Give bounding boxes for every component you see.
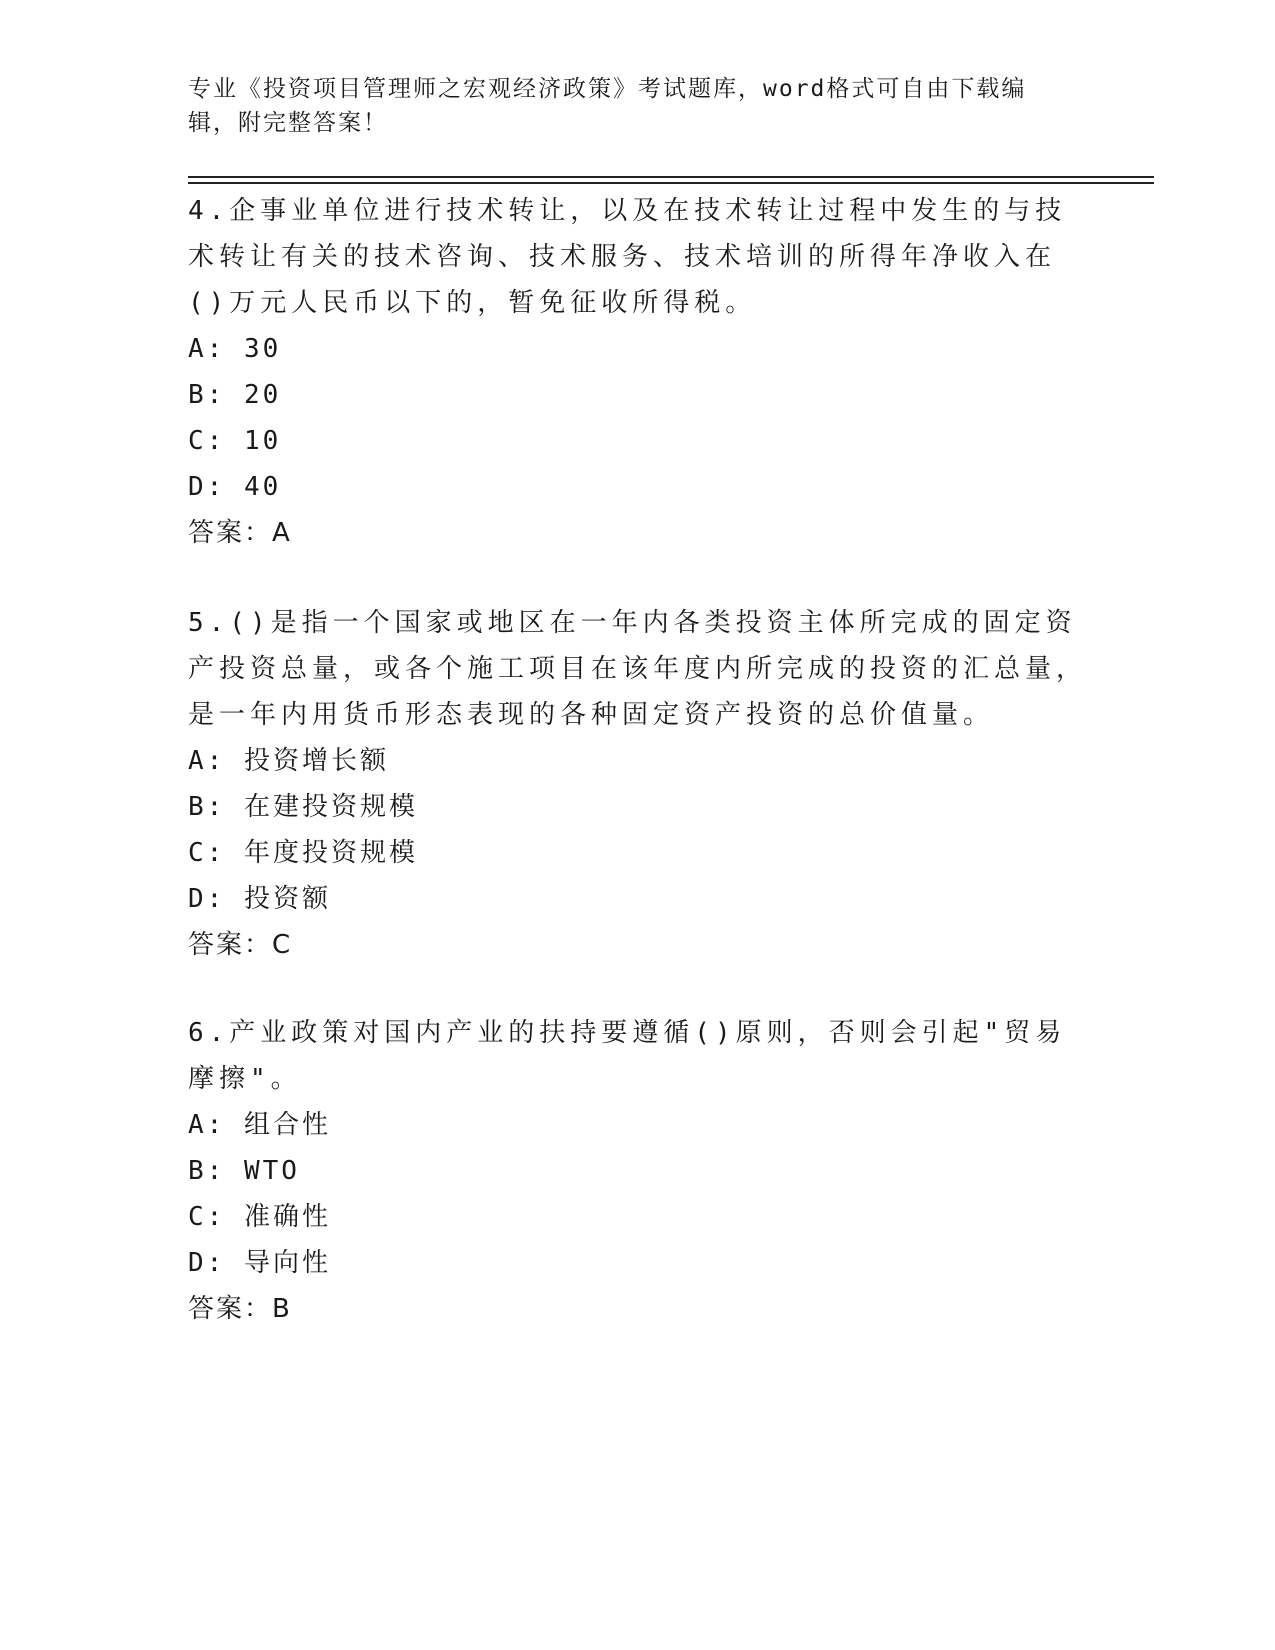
option-a: A: 投资增长额 bbox=[188, 746, 389, 776]
answer: 答案：B bbox=[188, 1294, 292, 1324]
question-5 bbox=[188, 600, 1088, 968]
question-text: 4.企事业单位进行技术转让，以及在技术转让过程中发生的与技术转让有关的技术咨询、技术服务、技术培训的所得年净收入在()万元人民币以下的，暂免征收所得税。 bbox=[188, 196, 1067, 318]
option-d: D: 40 bbox=[188, 472, 282, 502]
document-header: 专业《投资项目管理师之宏观经济政策》考试题库，word格式可自由下载编辑，附完整答案！ bbox=[188, 76, 1027, 136]
option-b: B: 在建投资规模 bbox=[188, 792, 418, 822]
header-divider-top bbox=[188, 176, 1154, 178]
answer: 答案：A bbox=[188, 518, 292, 548]
header-divider-bottom bbox=[188, 182, 1154, 184]
option-b: B: 20 bbox=[188, 380, 282, 410]
option-c: C: 年度投资规模 bbox=[188, 838, 418, 868]
question-text: 6.产业政策对国内产业的扶持要遵循()原则，否则会引起"贸易摩擦"。 bbox=[188, 1018, 1067, 1094]
option-d: D: 导向性 bbox=[188, 1248, 331, 1278]
option-a: A: 30 bbox=[188, 334, 282, 364]
option-c: C: 10 bbox=[188, 426, 282, 456]
option-c: C: 准确性 bbox=[188, 1202, 331, 1232]
question-4 bbox=[188, 188, 1088, 556]
option-d: D: 投资额 bbox=[188, 884, 331, 914]
option-b: B: WTO bbox=[188, 1156, 300, 1186]
answer: 答案：C bbox=[188, 930, 293, 960]
option-a: A: 组合性 bbox=[188, 1110, 331, 1140]
question-6 bbox=[188, 1010, 1088, 1332]
question-text: 5.()是指一个国家或地区在一年内各类投资主体所完成的固定资产投资总量，或各个施工项目在该年度内所完成的投资的汇总量，是一年内用货币形态表现的各种固定资产投资的总价值量。 bbox=[188, 608, 1088, 730]
